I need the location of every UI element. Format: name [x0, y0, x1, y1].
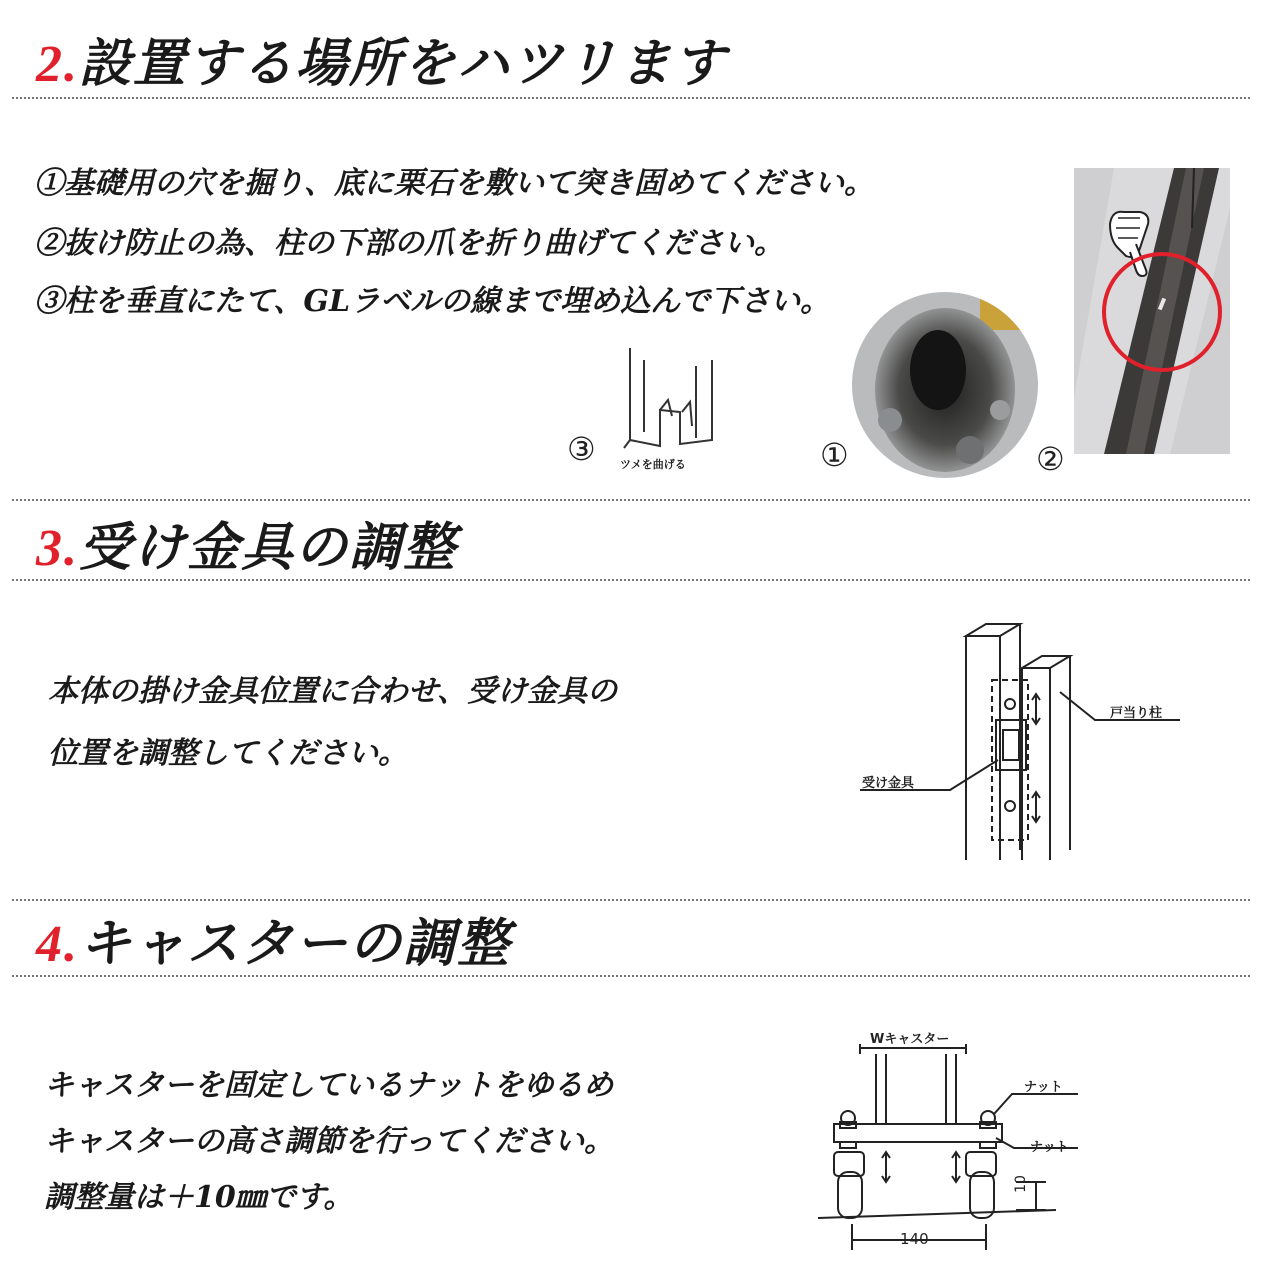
- divider: [12, 97, 1250, 99]
- excavation-photo: [850, 290, 1040, 480]
- strike-post-diagram: [850, 620, 1190, 870]
- section-2-step-2: ②抜け防止の為、柱の下部の爪を折り曲げてください。: [34, 226, 784, 261]
- label-door-stop-post: 戸当り柱: [1110, 706, 1163, 721]
- section-2-step-1: ①基礎用の穴を掘り、底に栗石を敷いて突き固めてください。: [34, 166, 874, 201]
- section-2-step-3: ③柱を垂直にたて、GLラベルの線まで埋め込んで下さい。: [34, 284, 831, 319]
- dimension-height: 10: [1012, 1175, 1029, 1193]
- label-nut-top: ナット: [1024, 1080, 1063, 1095]
- label-w-caster: Wキャスター: [870, 1032, 950, 1047]
- divider: [12, 579, 1250, 581]
- claw-bend-illustration: [620, 340, 730, 460]
- figure-mark-3: ③: [567, 430, 596, 468]
- figure-mark-1: ①: [820, 436, 849, 474]
- section-3-line-2: 位置を調整してください。: [48, 736, 408, 771]
- post-gl-photo: [1074, 168, 1230, 454]
- section-4-line-1: キャスターを固定しているナットをゆるめ: [44, 1068, 614, 1103]
- section-3-heading: [36, 517, 458, 578]
- figure-mark-2: ②: [1036, 440, 1065, 478]
- section-3-line-1: 本体の掛け金具位置に合わせ、受け金具の: [48, 674, 618, 709]
- section-4-heading: [36, 913, 512, 974]
- section-4-title: キャスターの調整: [79, 913, 512, 974]
- label-strike-bracket: 受け金具: [862, 776, 915, 791]
- section-2-heading: [36, 33, 728, 94]
- section-3-title: 受け金具の調整: [79, 517, 458, 578]
- section-2-title: 設置する場所をハツリます: [79, 33, 728, 94]
- label-nut-bottom: ナット: [1030, 1140, 1069, 1155]
- divider: [12, 499, 1250, 501]
- divider: [12, 899, 1250, 901]
- claw-caption: ツメを曲げる: [620, 458, 686, 471]
- section-3-number: 3.: [36, 520, 79, 577]
- section-4-number: 4.: [36, 916, 79, 973]
- section-4-line-3: 調整量は＋10㎜です。: [44, 1180, 354, 1215]
- section-2-number: 2.: [36, 36, 79, 93]
- section-4-line-2: キャスターの高さ調節を行ってください。: [44, 1124, 614, 1159]
- dimension-width: 140: [900, 1230, 929, 1248]
- divider: [12, 975, 1250, 977]
